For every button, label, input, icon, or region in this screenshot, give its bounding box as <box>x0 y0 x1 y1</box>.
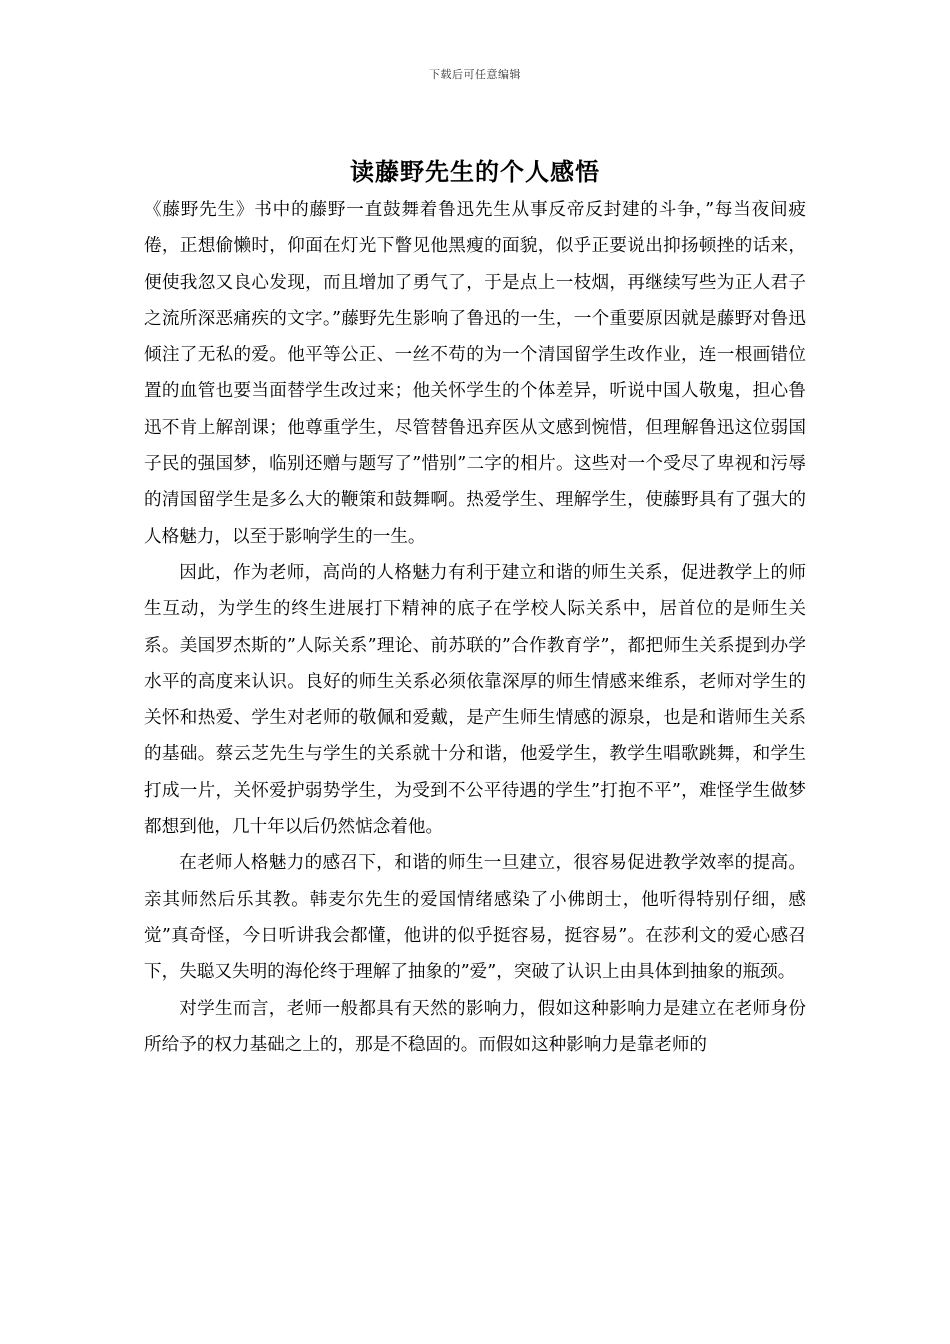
body-paragraph: 对学生而言，老师一般都具有天然的影响力，假如这种影响力是建立在老师身份所给予的权力基础之上的，那是不稳固的。而假如这种影响力是靠老师的 <box>144 998 806 1055</box>
body-paragraph: 在老师人格魅力的感召下，和谐的师生一旦建立，很容易促进教学效率的提高。亲其师然后乐其教。韩麦尔先生的爱国情绪感染了小佛朗士，他听得特别仔细，感觉”真奇怪，今日听讲我会都懂，他讲的似乎挺容易，挺容易”。在莎利文的爱心感召下，失聪又失明的海伦终于理解了抽象的”爱”，突破了认识上由具体到抽象的瓶颈。 <box>144 853 806 983</box>
body-paragraph: 因此，作为老师，高尚的人格魅力有利于建立和谐的师生关系，促进教学上的师生互动，为学生的终生进展打下精神的底子在学校人际关系中，居首位的是师生关系。美国罗杰斯的”人际关系”理论、前苏联的”合作教育学”，都把师生关系提到办学水平的高度来认识。良好的师生关系必须依靠深厚的师生情感来维系，老师对学生的关怀和热爱、学生对老师的敬佩和爱戴，是产生师生情感的源泉，也是和谐师生关系的基础。蔡云芝先生与学生的关系就十分和谐，他爱学生，教学生唱歌跳舞，和学生打成一片，关怀爱护弱势学生，为受到不公平待遇的学生”打抱不平”，难怪学生做梦都想到他，几十年以后仍然惦念着他。 <box>144 562 806 838</box>
document-title: 读藤野先生的个人感悟 <box>350 157 600 186</box>
page-header-note: 下载后可任意编辑 <box>429 68 521 81</box>
body-paragraph: 《藤野先生》书中的藤野一直鼓舞着鲁迅先生从事反帝反封建的斗争，”每当夜间疲倦，正想偷懒时，仰面在灯光下瞥见他黑瘦的面貌，似乎正要说出抑扬顿挫的话来，便使我忽又良心发现，而且增加了勇气了，于是点上一枝烟，再继续写些为正人君子之流所深恶痛疾的文字。”藤野先生影响了鲁迅的一生，一个重要原因就是藤野对鲁迅倾注了无私的爱。他平等公正、一丝不苟的为一个清国留学生改作业，连一根画错位置的血管也要当面替学生改过来；他关怀学生的个体差异，听说中国人敬鬼，担心鲁迅不肯上解剖课；他尊重学生，尽管替鲁迅弃医从文感到惋惜，但理解鲁迅这位弱国子民的强国梦，临别还赠与题写了”惜别”二字的相片。这些对一个受尽了卑视和污辱的清国留学生是多么大的鞭策和鼓舞啊。热爱学生、理解学生，使藤野具有了强大的人格魅力，以至于影响学生的一生。 <box>144 200 806 547</box>
document-body <box>144 192 806 1063</box>
